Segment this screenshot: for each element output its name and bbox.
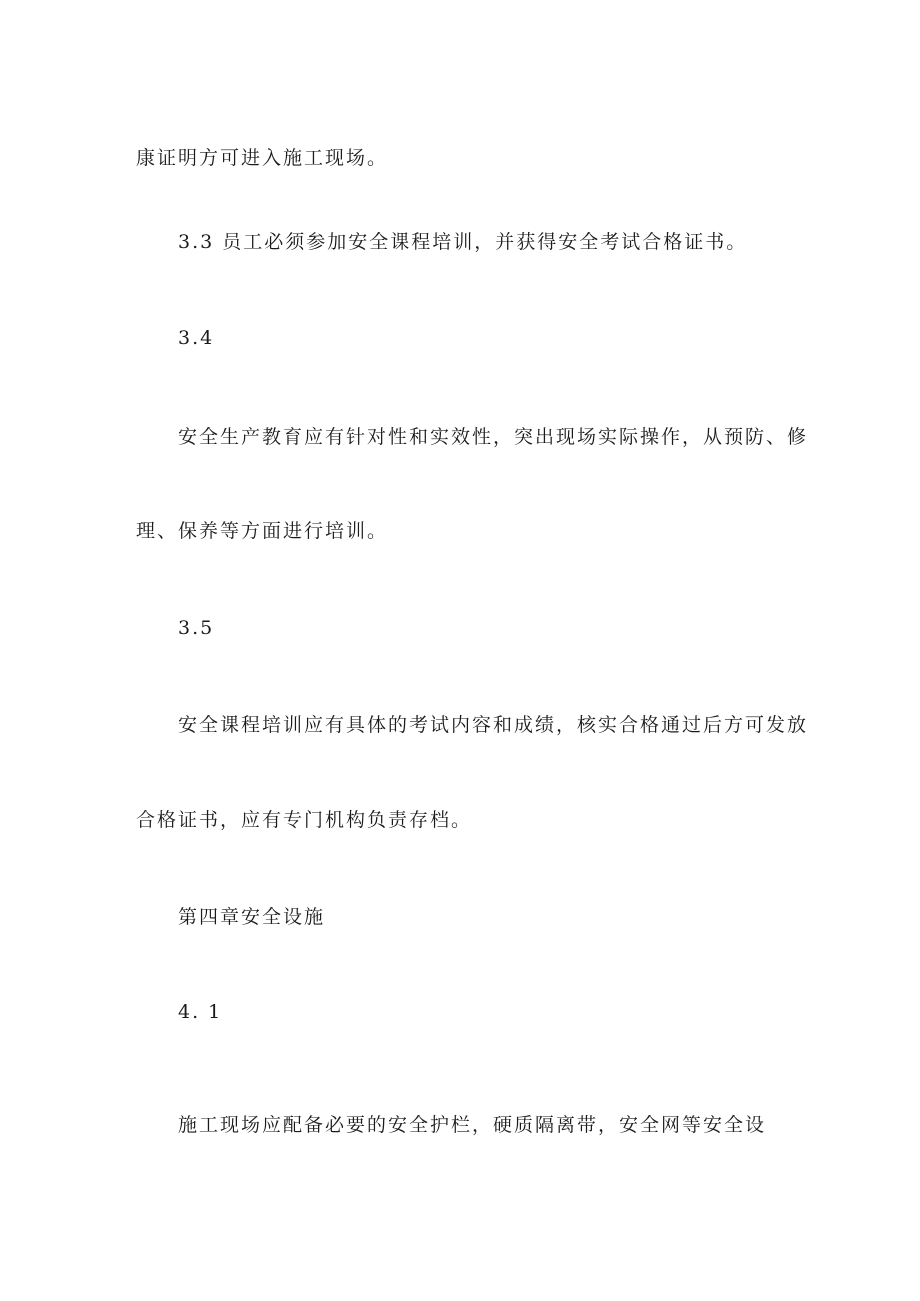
- text-line-4: 安全生产教育应有针对性和实效性，突出现场实际操作，从预防、修: [178, 426, 809, 448]
- text-line-5: 理、保养等方面进行培训。: [136, 520, 389, 542]
- text-line-7: 安全课程培训应有具体的考试内容和成绩，核实合格通过后方可发放: [178, 714, 809, 736]
- text-line-2: 3.3 员工必须参加安全课程培训，并获得安全考试合格证书。: [178, 231, 748, 253]
- text-line-11: 施工现场应配备必要的安全护栏，硬质隔离带，安全网等安全设: [178, 1114, 767, 1136]
- chapter-heading: 第四章安全设施: [178, 906, 326, 928]
- text-line-1: 康证明方可进入施工现场。: [136, 147, 389, 169]
- text-line-8: 合格证书，应有专门机构负责存档。: [136, 809, 473, 831]
- text-line-6: 3.5: [178, 617, 215, 639]
- text-line-3: 3.4: [178, 327, 215, 349]
- text-line-10: 4. 1: [178, 1001, 223, 1023]
